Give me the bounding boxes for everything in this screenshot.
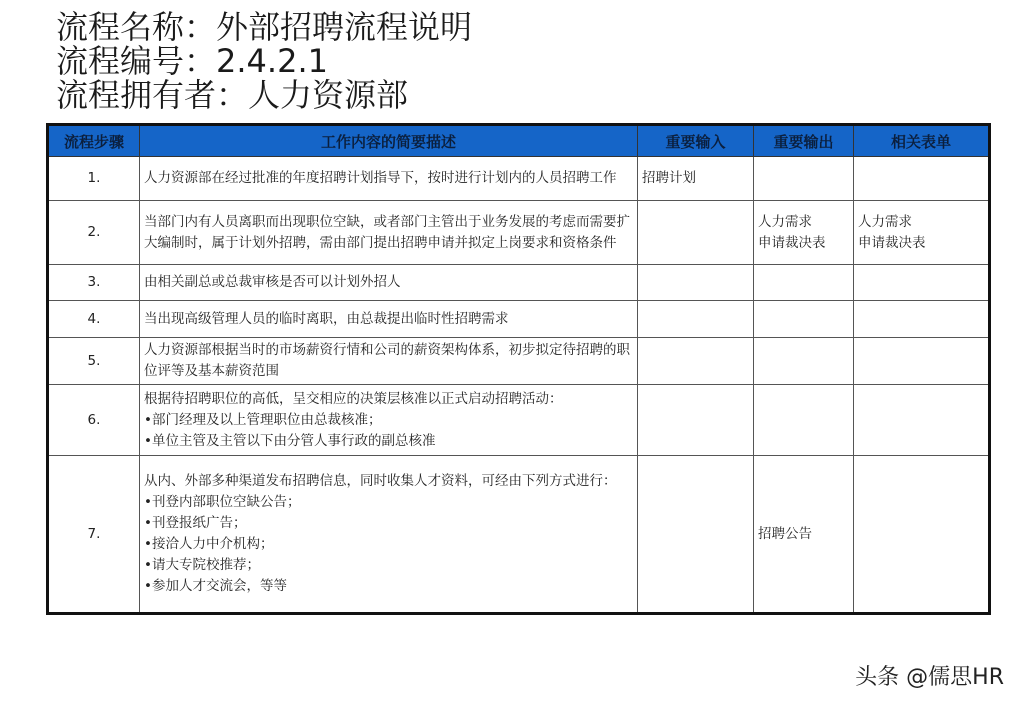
form-cell: [854, 385, 990, 456]
form-cell: [854, 265, 990, 301]
output-cell: [754, 157, 854, 201]
table-row: [48, 301, 990, 338]
input-cell: [638, 265, 754, 301]
form-cell: [854, 157, 990, 201]
table-header-row: [48, 125, 990, 157]
input-cell: [638, 301, 754, 338]
description-cell: 人力资源部根据当时的市场薪资行情和公司的薪资架构体系，初步拟定待招聘的职位评等及基本薪资范围: [140, 338, 638, 385]
process-owner-line: [56, 78, 472, 112]
form-cell: [854, 338, 990, 385]
process-owner-label: 流程拥有者：: [56, 76, 249, 114]
output-line: 人力需求: [758, 213, 812, 230]
input-cell: [638, 456, 754, 614]
form-cell: [854, 301, 990, 338]
form-line: 人力需求: [858, 213, 912, 230]
input-cell: [638, 201, 754, 265]
document-title-block: [56, 10, 472, 112]
description-cell: 当出现高级管理人员的临时离职，由总裁提出临时性招聘需求: [140, 301, 638, 338]
process-table: [46, 123, 991, 615]
description-cell: 人力资源部在经过批准的年度招聘计划指导下，按时进行计划内的人员招聘工作: [140, 157, 638, 201]
description-bullet: •参加人才交流会，等等: [144, 578, 287, 594]
description-cell: [140, 385, 638, 456]
output-line: 申请裁决表: [758, 234, 826, 251]
step-cell: 5.: [48, 338, 140, 385]
table-row: [48, 265, 990, 301]
output-cell: [754, 265, 854, 301]
column-header-form: 相关表单: [854, 125, 990, 157]
description-cell: 由相关副总或总裁审核是否可以计划外招人: [140, 265, 638, 301]
process-number-line: [56, 44, 472, 78]
description-bullet: •刊登内部职位空缺公告；: [144, 494, 301, 510]
table-row: [48, 338, 990, 385]
step-cell: 3.: [48, 265, 140, 301]
column-header-input: 重要输入: [638, 125, 754, 157]
table-row: [48, 456, 990, 614]
description-cell: [140, 456, 638, 614]
process-name-value: 外部招聘流程说明: [216, 8, 473, 46]
form-cell: [854, 201, 990, 265]
column-header-output: 重要输出: [754, 125, 854, 157]
description-bullet: •请大专院校推荐；: [144, 557, 260, 573]
output-cell: 招聘公告: [754, 456, 854, 614]
form-line: 申请裁决表: [858, 234, 926, 251]
input-cell: [638, 338, 754, 385]
description-bullet: •接洽人力中介机构；: [144, 536, 274, 552]
process-number-value: 2.4.2.1: [216, 42, 328, 80]
step-cell: 1.: [48, 157, 140, 201]
table-row: [48, 201, 990, 265]
step-cell: 7.: [48, 456, 140, 614]
form-cell: [854, 456, 990, 614]
input-cell: [638, 385, 754, 456]
step-cell: 6.: [48, 385, 140, 456]
description-bullet: •刊登报纸广告；: [144, 515, 247, 531]
description-bullet: •部门经理及以上管理职位由总裁核准；: [144, 411, 382, 428]
description-cell: 当部门内有人员离职而出现职位空缺，或者部门主管出于业务发展的考虑而需要扩大编制时，属于计划外招聘，需由部门提出招聘申请并拟定上岗要求和资格条件: [140, 201, 638, 265]
step-cell: 2.: [48, 201, 140, 265]
description-line: 从内、外部多种渠道发布招聘信息，同时收集人才资料，可经由下列方式进行：: [144, 473, 617, 489]
description-bullet: •单位主管及主管以下由分管人事行政的副总核准: [144, 432, 436, 449]
step-cell: 4.: [48, 301, 140, 338]
output-cell: [754, 201, 854, 265]
process-owner-value: 人力资源部: [248, 76, 409, 114]
output-cell: [754, 338, 854, 385]
process-name-label: 流程名称：: [56, 8, 217, 46]
column-header-description: 工作内容的简要描述: [140, 125, 638, 157]
table-row: [48, 157, 990, 201]
input-cell: 招聘计划: [638, 157, 754, 201]
output-cell: [754, 301, 854, 338]
description-line: 根据待招聘职位的高低，呈交相应的决策层核准以正式启动招聘活动：: [144, 390, 563, 407]
process-name-line: [56, 10, 472, 44]
output-cell: [754, 385, 854, 456]
column-header-step: 流程步骤: [48, 125, 140, 157]
table-row: [48, 385, 990, 456]
watermark: 头条 @儒思HR: [855, 665, 1004, 690]
process-number-label: 流程编号：: [56, 42, 217, 80]
